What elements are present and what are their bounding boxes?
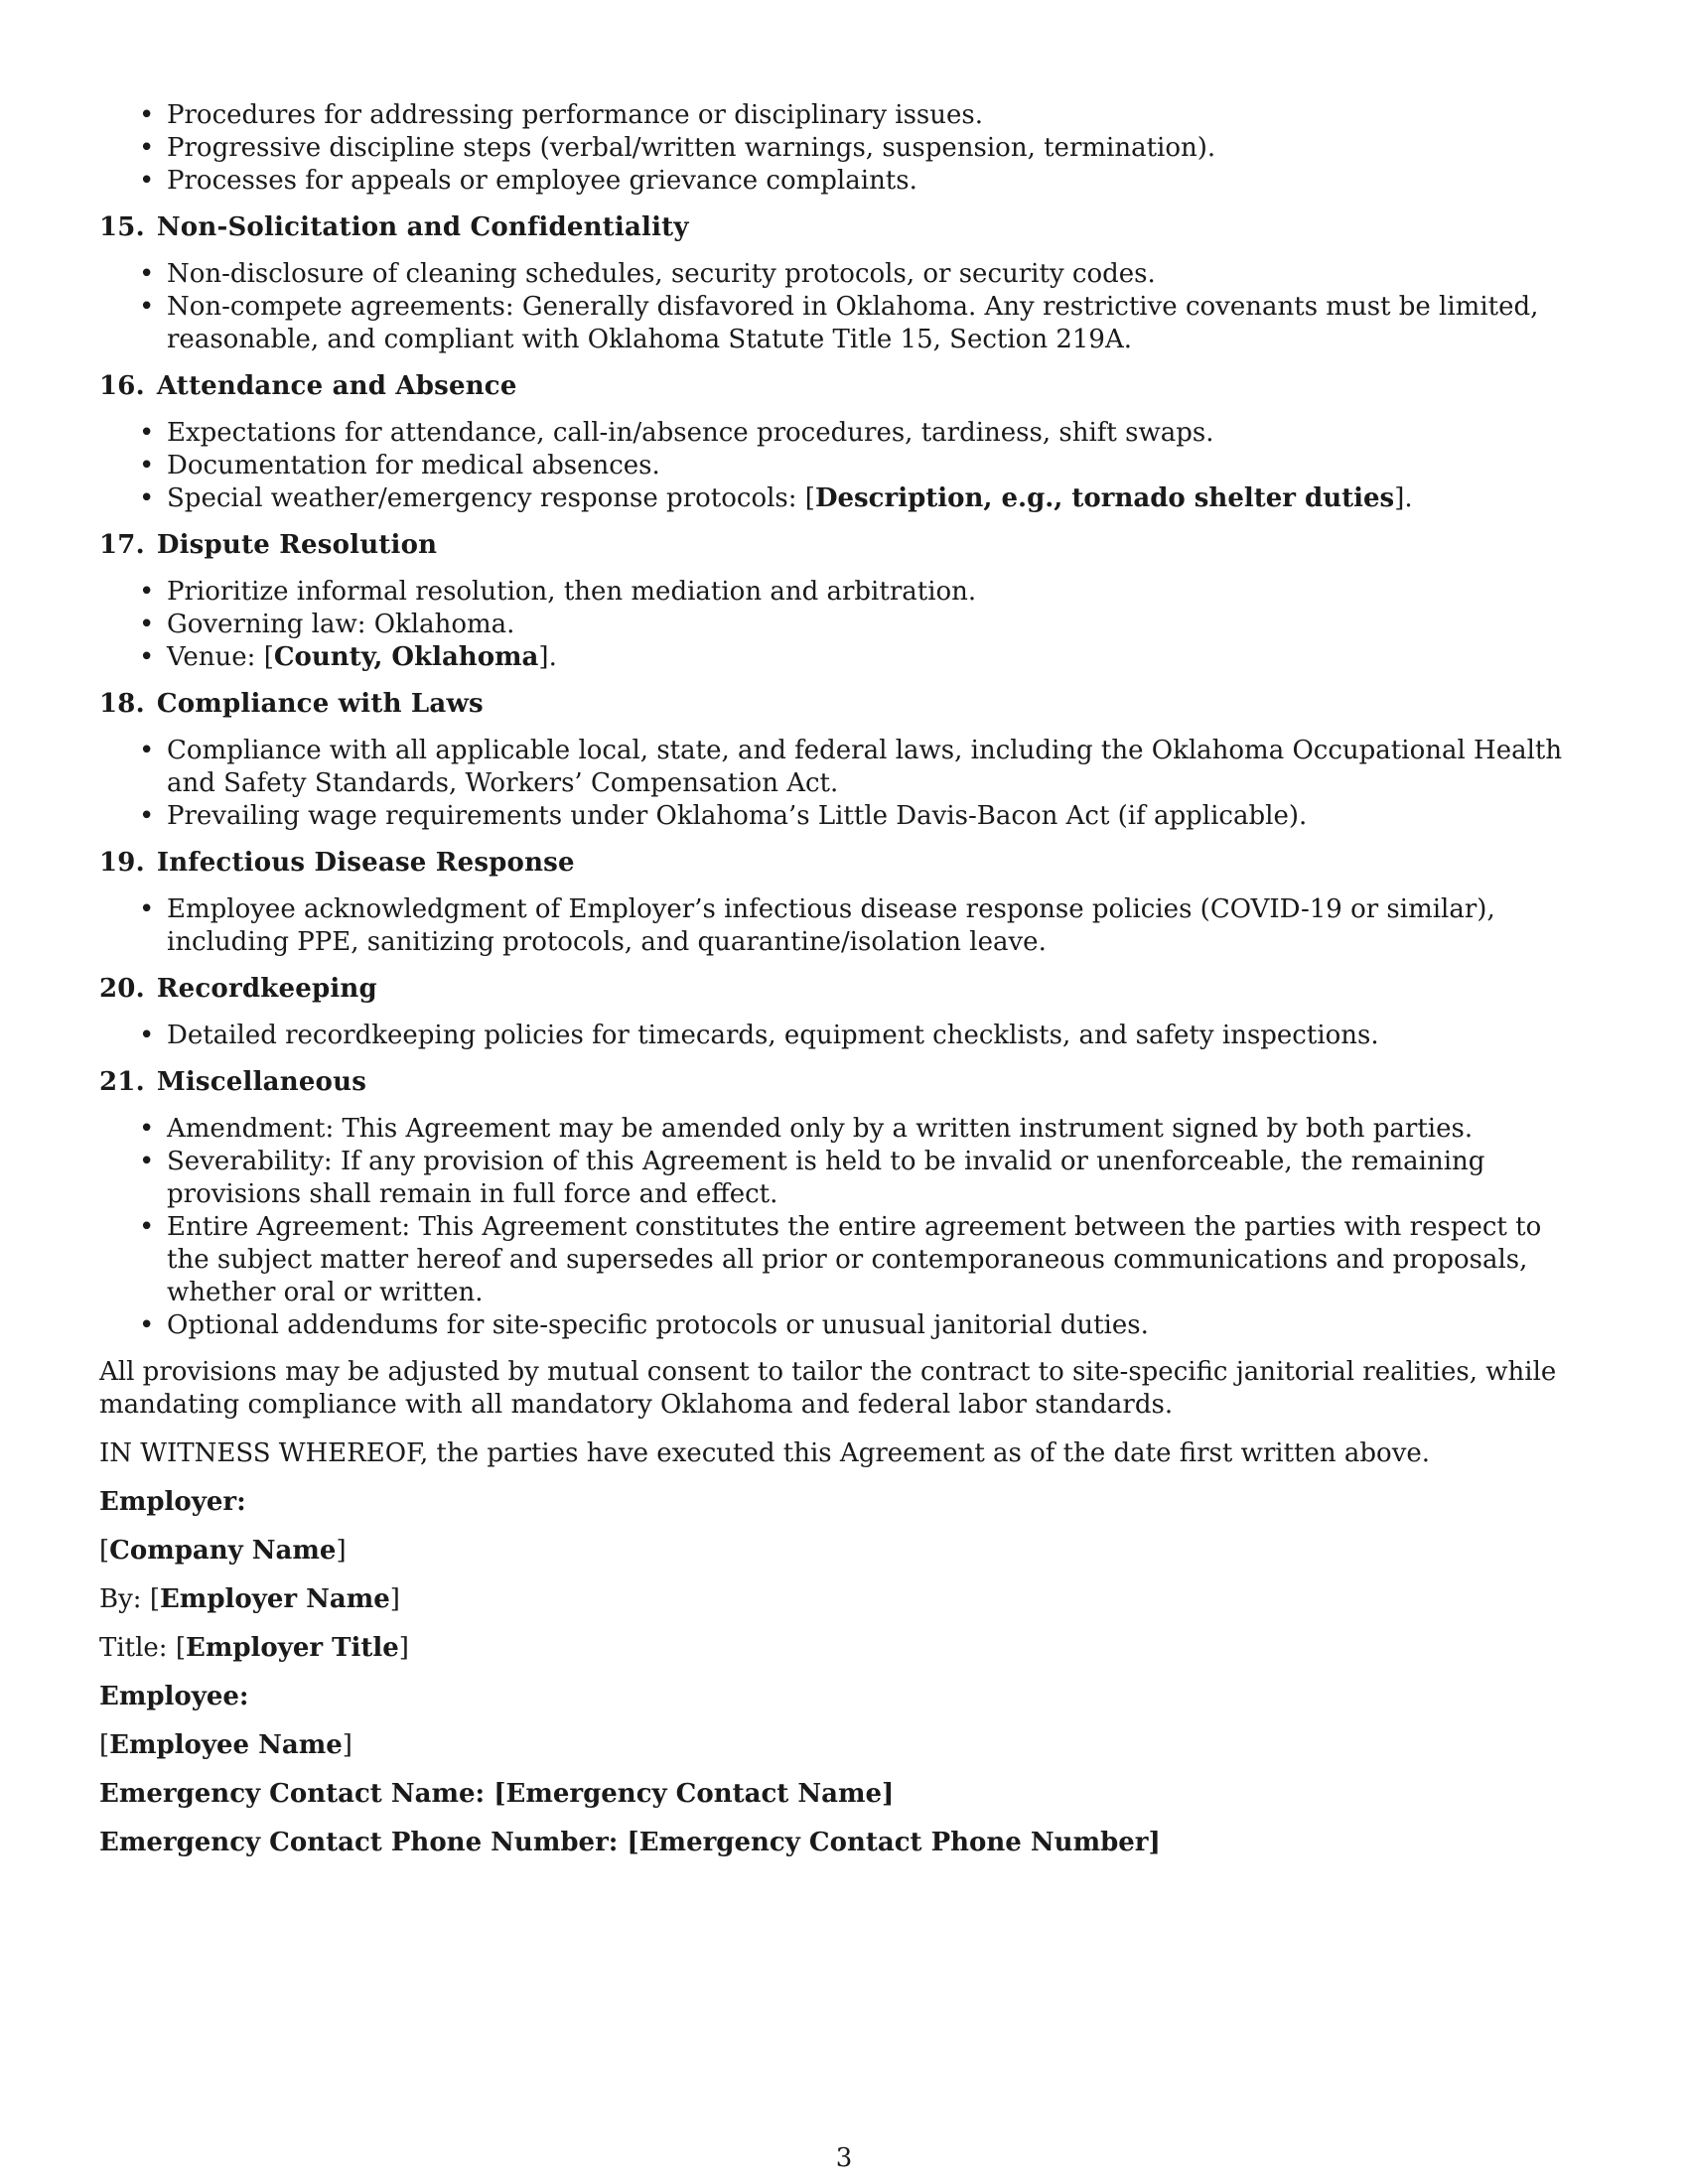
section-number: 20.: [99, 974, 145, 1004]
employee-label: Employee:: [99, 1682, 249, 1711]
emergency-contact-phone-line: Emergency Contact Phone Number: [Emergency Contact Phone Number]: [99, 1828, 1161, 1857]
venue-placeholder: County, Oklahoma: [273, 642, 539, 672]
venue-prefix: Venue:: [167, 642, 264, 672]
section-heading-19: [99, 847, 1589, 880]
section-heading-20: [99, 973, 1589, 1006]
section-21-list: [99, 1113, 1589, 1342]
list-item: • Venue: [County, Oklahoma].: [167, 641, 1589, 674]
section-title: Non-Solicitation and Confidentiality: [156, 212, 689, 242]
list-item: • Special weather/emergency response protocols: [Description, e.g., tornado shelter duties].: [167, 482, 1589, 515]
employee-name-line: [Employee Name]: [99, 1730, 352, 1760]
document-page: [99, 99, 1589, 1875]
employee-name-placeholder: Employee Name: [109, 1730, 343, 1760]
list-item: • Expectations for attendance, call-in/absence procedures, tardiness, shift swaps.: [167, 417, 1589, 450]
list-item: • Prioritize informal resolution, then mediation and arbitration.: [167, 576, 1589, 609]
emergency-phone-label: Emergency Contact Phone Number:: [99, 1828, 628, 1857]
list-item: • Progressive discipline steps (verbal/written warnings, suspension, termination).: [167, 132, 1589, 165]
weather-suffix: .: [1404, 483, 1413, 513]
section-number: 17.: [99, 530, 145, 560]
employer-by-line: By: [Employer Name]: [99, 1584, 400, 1614]
company-name-line: [Company Name]: [99, 1536, 347, 1566]
employer-name-placeholder: Employer Name: [159, 1584, 390, 1614]
witness-paragraph: IN WITNESS WHEREOF, the parties have executed this Agreement as of the date first written above.: [99, 1438, 1431, 1468]
discipline-list: [99, 99, 1589, 198]
company-name-placeholder: Company Name: [109, 1536, 337, 1566]
list-item: • Procedures for addressing performance or disciplinary issues.: [167, 99, 1589, 132]
emergency-phone-placeholder: Emergency Contact Phone Number: [638, 1828, 1149, 1857]
section-number: 19.: [99, 848, 145, 878]
section-title: Infectious Disease Response: [156, 848, 575, 878]
emergency-name-placeholder: Emergency Contact Name: [505, 1779, 883, 1809]
emergency-contact-name-line: Emergency Contact Name: [Emergency Contact Name]: [99, 1779, 895, 1809]
weather-placeholder: Description, e.g., tornado shelter duties: [814, 483, 1395, 513]
list-item: • Severability: If any provision of this Agreement is held to be invalid or unenforceable, the remaining provisions shall remain in full force and effect.: [167, 1146, 1589, 1211]
section-number: 16.: [99, 371, 145, 401]
section-title: Miscellaneous: [156, 1067, 367, 1097]
venue-suffix: .: [548, 642, 557, 672]
list-item: • Prevailing wage requirements under Oklahoma’s Little Davis-Bacon Act (if applicable).: [167, 800, 1589, 833]
closing-paragraph: All provisions may be adjusted by mutual consent to tailor the contract to site-specific janitorial realities, while mandating compliance with all mandatory Oklahoma and federal labor standards.: [99, 1357, 1557, 1420]
page-number: 3: [835, 2143, 853, 2173]
employer-label: Employer:: [99, 1487, 246, 1517]
section-heading-17: [99, 529, 1589, 562]
section-title: Compliance with Laws: [156, 689, 484, 719]
list-item: • Detailed recordkeeping policies for timecards, equipment checklists, and safety inspections.: [167, 1020, 1589, 1052]
section-heading-15: [99, 211, 1589, 244]
section-title: Attendance and Absence: [156, 371, 517, 401]
by-label: By:: [99, 1584, 150, 1614]
section-15-list: [99, 258, 1589, 356]
section-heading-16: [99, 370, 1589, 403]
list-item: • Optional addendums for site-specific protocols or unusual janitorial duties.: [167, 1309, 1589, 1342]
list-item: • Documentation for medical absences.: [167, 450, 1589, 482]
section-18-list: [99, 735, 1589, 833]
section-17-list: [99, 576, 1589, 674]
section-16-list: [99, 417, 1589, 515]
list-item: • Employee acknowledgment of Employer’s infectious disease response policies (COVID-19 or similar), including PPE, sanitizing protocols, and quarantine/isolation leave.: [167, 893, 1589, 959]
section-number: 21.: [99, 1067, 145, 1097]
list-item: • Compliance with all applicable local, state, and federal laws, including the Oklahoma Occupational Health and Safety Standards, Workers’ Compensation Act.: [167, 735, 1589, 800]
section-number: 18.: [99, 689, 145, 719]
section-title: Recordkeeping: [156, 974, 377, 1004]
list-item: • Governing law: Oklahoma.: [167, 609, 1589, 641]
section-number: 15.: [99, 212, 145, 242]
list-item: • Processes for appeals or employee grievance complaints.: [167, 165, 1589, 198]
section-20-list: [99, 1020, 1589, 1052]
section-19-list: [99, 893, 1589, 959]
section-heading-21: [99, 1066, 1589, 1099]
list-item: • Amendment: This Agreement may be amended only by a written instrument signed by both parties.: [167, 1113, 1589, 1146]
emergency-name-label: Emergency Contact Name:: [99, 1779, 494, 1809]
section-heading-18: [99, 688, 1589, 721]
title-label: Title:: [99, 1633, 176, 1663]
list-item: • Non-disclosure of cleaning schedules, security protocols, or security codes.: [167, 258, 1589, 291]
employer-title-placeholder: Employer Title: [186, 1633, 399, 1663]
employer-title-line: Title: [Employer Title]: [99, 1633, 409, 1663]
weather-prefix: Special weather/emergency response protocols:: [167, 483, 805, 513]
section-title: Dispute Resolution: [156, 530, 438, 560]
list-item: • Non-compete agreements: Generally disfavored in Oklahoma. Any restrictive covenants must be limited, reasonable, and compliant with Oklahoma Statute Title 15, Section 219A.: [167, 291, 1589, 356]
list-item: • Entire Agreement: This Agreement constitutes the entire agreement between the parties with respect to the subject matter hereof and supersedes all prior or contemporaneous communications and proposals, whether oral or written.: [167, 1211, 1589, 1309]
